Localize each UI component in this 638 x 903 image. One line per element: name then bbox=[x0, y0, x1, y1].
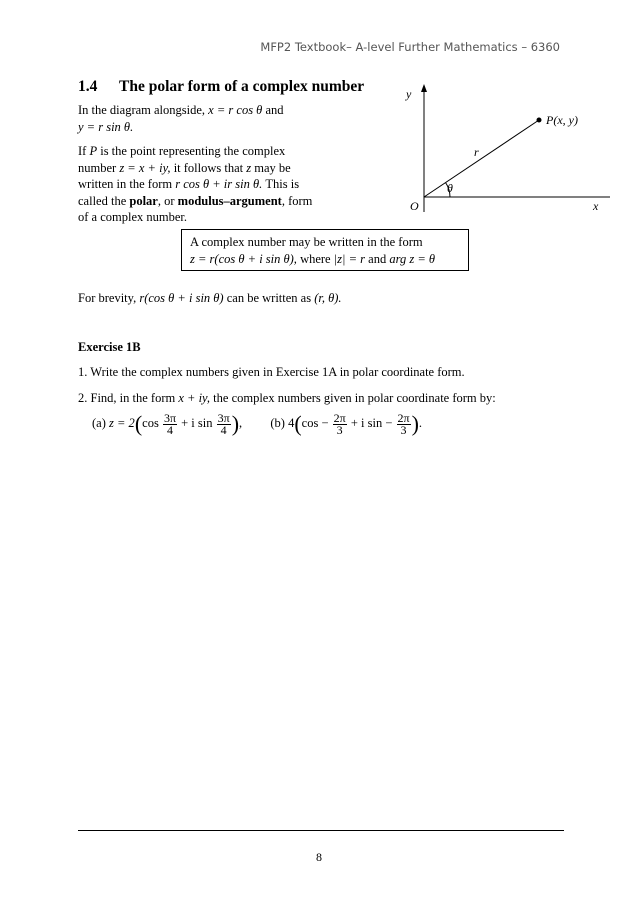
exercise-question-2: 2. Find, in the form x + iy, the complex numbers given in polar coordinate form by: bbox=[78, 391, 496, 405]
fraction-a2: $\frac{3\pi}{4}$ bbox=[217, 411, 230, 437]
part-a: (a) z = 2(cos $\frac{3\pi}{4}$ + i sin $\frac{3\pi}{4}$ ), bbox=[92, 410, 243, 437]
brevity-note: For brevity, r(cos θ + i sin θ) can be written as (r, θ). bbox=[78, 291, 342, 305]
exercise-question-2-parts bbox=[92, 410, 582, 437]
radius-label: r bbox=[474, 145, 479, 159]
part-b: (b) 4(cos − $\frac{2\pi}{3}$ + i sin − $\frac{2\pi}{3}$ ). bbox=[270, 410, 423, 437]
fraction-a1: $\frac{3\pi}{4}$ bbox=[163, 411, 176, 437]
page-number: 8 bbox=[316, 850, 322, 864]
box-line-1: A complex number may be written in the form bbox=[190, 235, 423, 249]
angle-label: θ bbox=[447, 181, 453, 195]
radius-line bbox=[424, 120, 539, 197]
fraction-b2: $\frac{2\pi}{3}$ bbox=[397, 411, 410, 437]
point-label: P(x, y) bbox=[546, 113, 578, 127]
section-title bbox=[78, 78, 364, 96]
x-axis-label: x bbox=[593, 199, 599, 212]
argand-diagram bbox=[380, 82, 610, 212]
intro-paragraph-2: If P is the point representing the complex number z = x + iy, it follows that z may be written in the form r cos θ + ir sin θ. This is called the polar, or modulus–argument, form of a complex number. bbox=[78, 144, 313, 224]
page-header: MFP2 Textbook– A-level Further Mathematics – 6360 bbox=[260, 40, 560, 54]
equation-y: y = r sin θ. bbox=[78, 119, 134, 134]
exercise-title: Exercise 1B bbox=[78, 340, 141, 354]
polar-form-box bbox=[181, 229, 469, 271]
box-line-2: z = r(cos θ + i sin θ), where |z| = r and arg z = θ bbox=[190, 252, 436, 266]
footer-rule bbox=[78, 830, 564, 831]
section-number: 1.4 bbox=[78, 78, 98, 95]
origin-label: O bbox=[410, 199, 419, 212]
equation-x: x = r cos θ bbox=[208, 103, 263, 117]
intro-paragraph-1: In the diagram alongside, x = r cos θ and y = r sin θ. bbox=[78, 103, 284, 134]
exercise-question-1: 1. Write the complex numbers given in Exercise 1A in polar coordinate form. bbox=[78, 365, 465, 379]
y-axis-arrowhead bbox=[421, 84, 427, 92]
section-title-text: The polar form of a complex number bbox=[119, 78, 365, 95]
y-axis-label: y bbox=[406, 87, 412, 101]
fraction-b1: $\frac{2\pi}{3}$ bbox=[333, 411, 346, 437]
point-p bbox=[537, 118, 542, 123]
